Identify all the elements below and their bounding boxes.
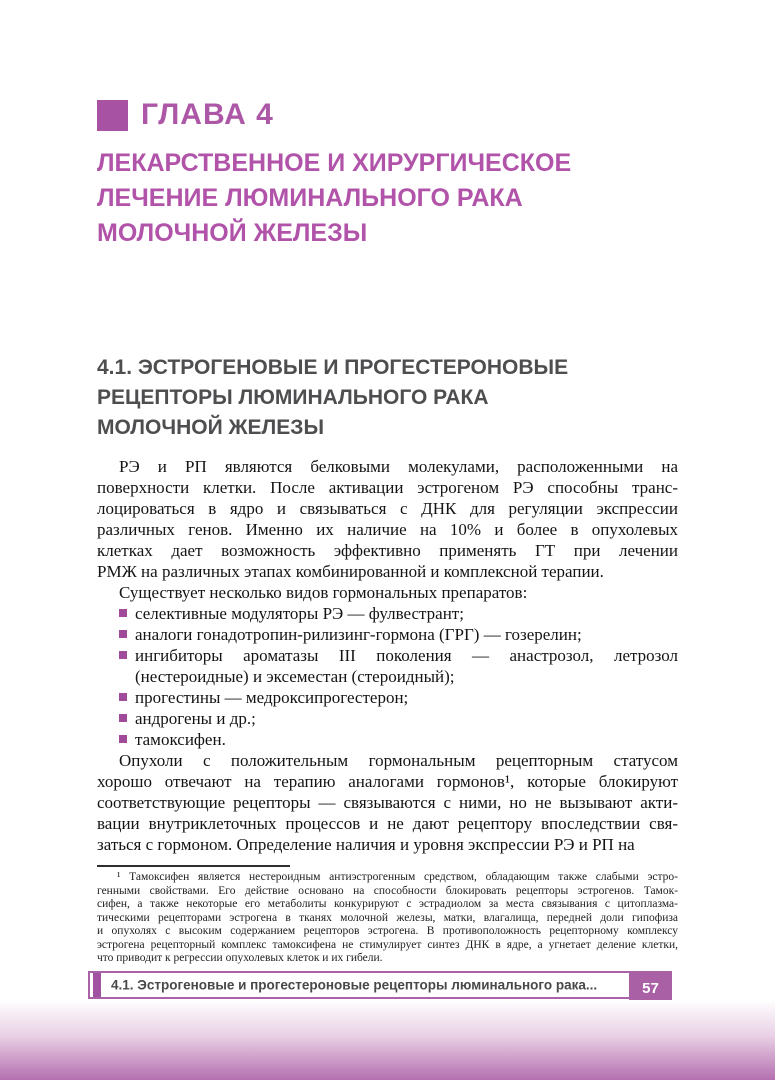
text-line: РЕЦЕПТОРЫ ЛЮМИНАЛЬНОГО РАКА <box>97 386 489 409</box>
text-line: поверхности клетки. После активации эстрогеном РЭ способны транс- <box>97 478 678 497</box>
text-line: тамоксифен. <box>135 730 226 749</box>
text-line: (нестероидные) и эксеместан (стероидный); <box>135 667 455 686</box>
text-line: эстрогена рецепторный комплекс тамоксифена не стимулирует синтез ДНК в ядре, а угнетает деление клетки, <box>97 938 678 951</box>
list-item <box>97 624 678 645</box>
text-line: тическими рецепторами эстрогена в тканях молочной железы, матки, влагалища, передней доли гипофиза <box>97 911 678 924</box>
text-line: различных генов. Именно их наличие на 10% и более в опухолевых <box>97 520 678 539</box>
paragraph-intro <box>97 456 678 582</box>
bottom-gradient-decoration <box>0 1000 775 1080</box>
text-line: РМЖ на различных этапах комбинированной и комплексной терапии. <box>97 562 604 581</box>
text-line: что приводит к регрессии опухолевых клеток и их гибели. <box>97 952 383 964</box>
square-bullet-icon <box>119 735 127 743</box>
list-item <box>97 687 678 708</box>
text-line: аналоги гонадотропин-рилизинг-гормона (ГРГ) — гозерелин; <box>135 625 582 644</box>
text-line: МОЛОЧНОЙ ЖЕЛЕЗЫ <box>97 416 325 439</box>
text-line: ЛЕКАРСТВЕННОЕ И ХИРУРГИЧЕСКОЕ <box>97 149 572 177</box>
square-bullet-icon <box>119 609 127 617</box>
text-line: вации внутриклеточных процессов и не дают рецептору впоследствии свя- <box>97 814 678 833</box>
text-line: Опухоли с положительным гормональным рецепторным статусом <box>119 751 678 770</box>
list-item <box>97 729 678 750</box>
footer-accent-bar <box>93 973 101 997</box>
text-line: МОЛОЧНОЙ ЖЕЛЕЗЫ <box>97 219 368 247</box>
footnote-text <box>97 871 678 966</box>
text-line: соответствующие рецепторы — связываются с ними, но не вызывают акти- <box>97 793 678 812</box>
text-line: Существует несколько видов гормональных препаратов: <box>119 583 528 602</box>
section-heading <box>97 353 687 443</box>
text-line: лоцироваться в ядро и связываться с ДНК для регуляции экспрессии <box>97 499 678 518</box>
text-line: клетках дает возможность эффективно применять ГТ при лечении <box>97 541 678 560</box>
text-line: генными свойствами. Его действие основано на способности блокировать рецепторы эстрогенов. Тамок- <box>97 884 678 897</box>
text-line: хорошо отвечают на терапию аналогами гормонов¹, которые блокируют <box>97 772 678 791</box>
text-line: 4.1. ЭСТРОГЕНОВЫЕ И ПРОГЕСТЕРОНОВЫЕ <box>97 356 569 379</box>
text-line: андрогены и др.; <box>135 709 256 728</box>
square-bullet-icon <box>119 651 127 659</box>
square-bullet-icon <box>119 714 127 722</box>
square-bullet-icon <box>119 630 127 638</box>
chapter-marker-square-icon <box>97 100 128 131</box>
list-item <box>97 708 678 729</box>
text-line: сифен, а также некоторые его метаболиты конкурируют с эстрадиолом за места связывания с цитоплазма- <box>97 898 678 910</box>
list-item <box>97 603 678 624</box>
list-item <box>97 645 678 687</box>
text-line: и опухолях с высоким содержанием рецепторов эстрогена. В противоположность рецепторному комплексу <box>97 925 678 937</box>
chapter-label: ГЛАВА 4 <box>141 98 274 131</box>
body-text <box>97 456 678 855</box>
page-number-badge: 57 <box>629 971 672 1005</box>
paragraph-list-lead <box>97 582 678 603</box>
text-line: ингибиторы ароматазы III поколения — анастрозол, летрозол <box>135 646 678 665</box>
text-line: РЭ и РП являются белковыми молекулами, расположенными на <box>119 457 678 476</box>
square-bullet-icon <box>119 693 127 701</box>
chapter-header <box>97 98 274 132</box>
text-line: селективные модуляторы РЭ — фулвестрант; <box>135 604 464 623</box>
footnote-separator <box>97 865 290 867</box>
hormone-drugs-list <box>97 603 678 750</box>
text-line: прогестины — медроксипрогестерон; <box>135 688 409 707</box>
running-title: 4.1. Эстрогеновые и прогестероновые рецепторы люминального рака... <box>111 977 598 993</box>
paragraph-tumors <box>97 750 678 855</box>
text-line: ¹ Тамоксифен является нестероидным антиэстрогенным средством, обладающим также слабыми эстро- <box>117 871 678 883</box>
footer-bar <box>88 971 672 999</box>
text-line: заться с гормоном. Определение наличия и уровня экспрессии РЭ и РП на <box>97 835 635 854</box>
chapter-title <box>97 146 687 251</box>
text-line: ЛЕЧЕНИЕ ЛЮМИНАЛЬНОГО РАКА <box>97 184 523 212</box>
